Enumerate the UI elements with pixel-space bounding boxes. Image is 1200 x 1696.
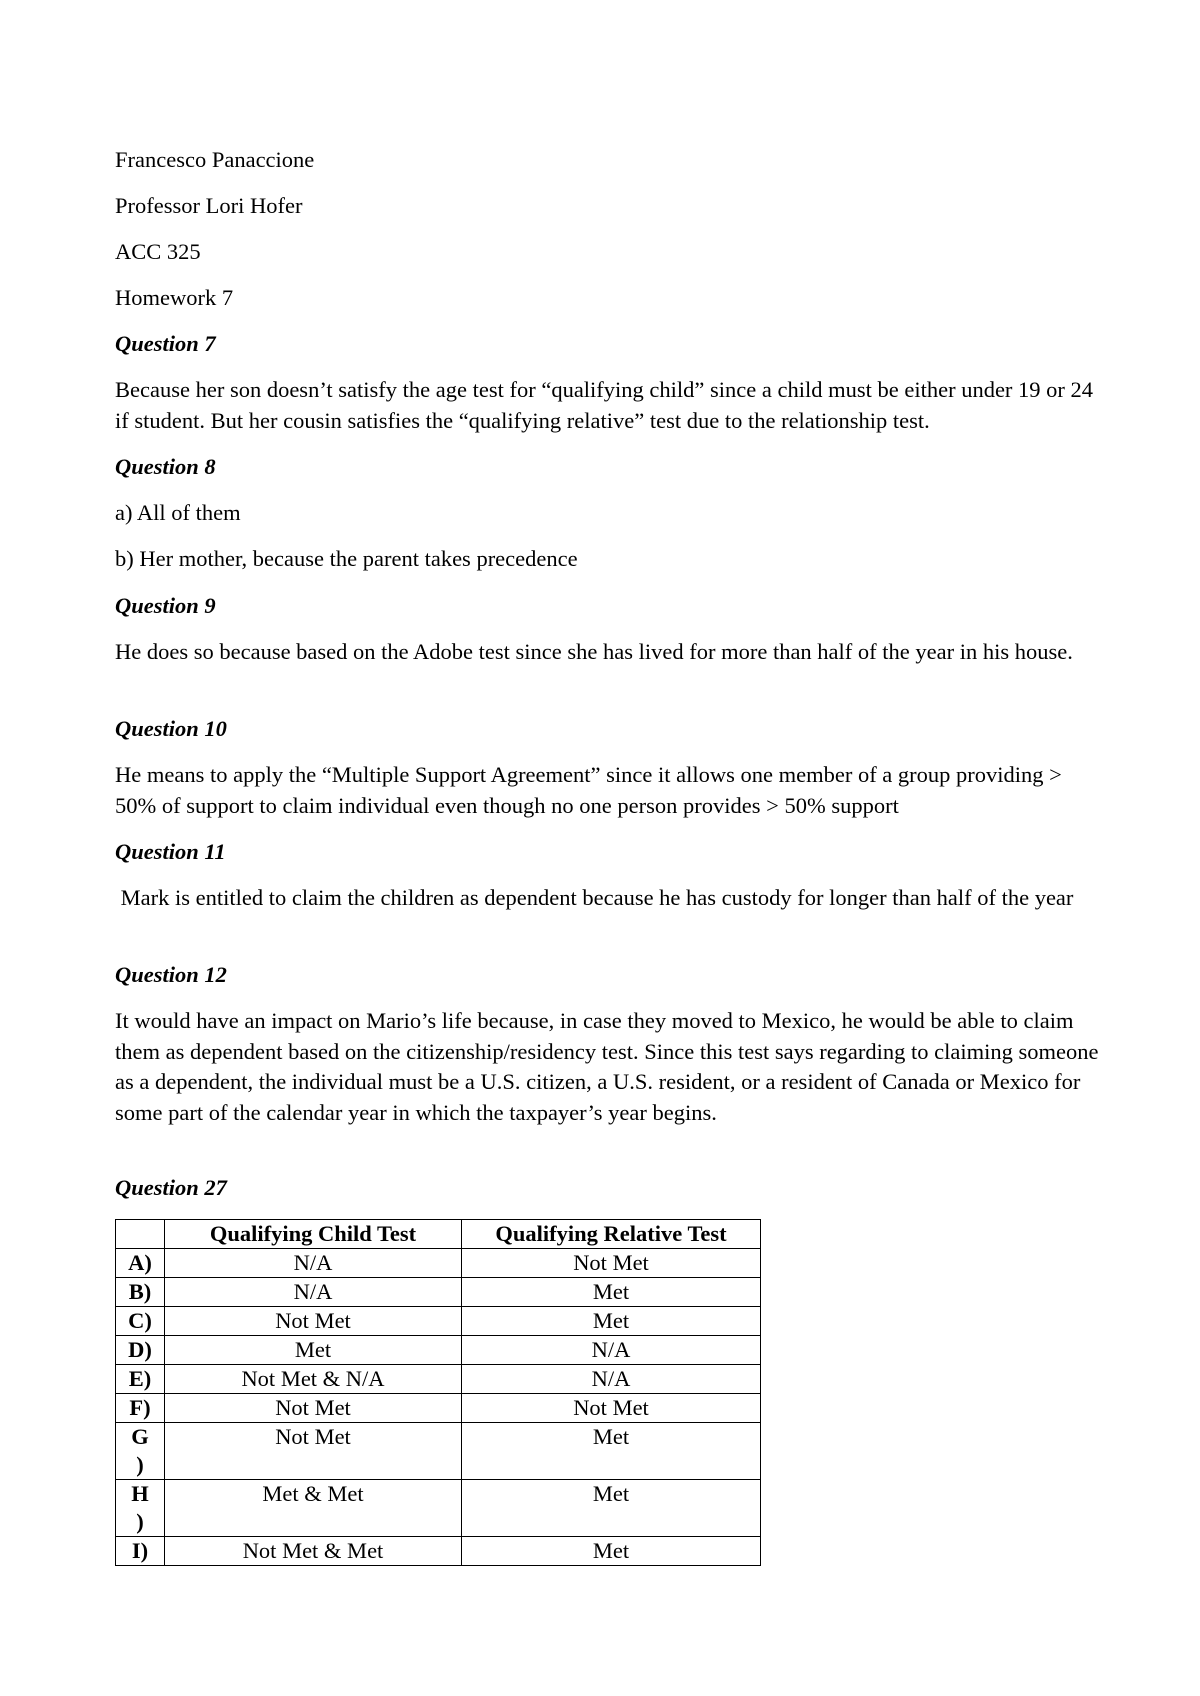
row-label: B)	[116, 1278, 165, 1307]
qualifying-relative-cell: Met	[462, 1423, 761, 1480]
row-label: A)	[116, 1249, 165, 1278]
table-corner-cell	[116, 1220, 165, 1249]
qualifying-child-cell: Met	[165, 1336, 462, 1365]
row-label: H )	[116, 1480, 165, 1537]
row-label: C)	[116, 1307, 165, 1336]
table-row	[116, 1423, 761, 1480]
question-11-heading: Question 11	[115, 839, 226, 864]
qualifying-relative-cell: N/A	[462, 1365, 761, 1394]
question-8-answer-b: b) Her mother, because the parent takes precedence	[115, 546, 578, 571]
qualifying-child-cell: Not Met	[165, 1423, 462, 1480]
qualifying-child-cell: N/A	[165, 1278, 462, 1307]
question-10-heading: Question 10	[115, 716, 227, 741]
question-8-heading: Question 8	[115, 454, 216, 479]
question-7-answer: Because her son doesn’t satisfy the age test for “qualifying child” since a child must be either under 19 or 24 if student. But her cousin satisfies the “qualifying relative” test due to the relationship test.	[115, 377, 1094, 433]
table-row	[116, 1480, 761, 1537]
qualifying-child-cell: Met & Met	[165, 1480, 462, 1537]
question-27-heading: Question 27	[115, 1175, 227, 1200]
row-label: D)	[116, 1336, 165, 1365]
table-row	[116, 1278, 761, 1307]
qualifying-child-cell: Not Met	[165, 1394, 462, 1423]
column-header-qualifying-relative: Qualifying Relative Test	[462, 1220, 761, 1249]
row-label: I)	[116, 1537, 165, 1566]
assignment-title: Homework 7	[115, 285, 234, 310]
qualifying-relative-cell: Met	[462, 1537, 761, 1566]
qualifying-child-cell: N/A	[165, 1249, 462, 1278]
question-27-table	[115, 1219, 761, 1566]
table-row	[116, 1394, 761, 1423]
qualifying-relative-cell: Not Met	[462, 1394, 761, 1423]
column-header-qualifying-child: Qualifying Child Test	[165, 1220, 462, 1249]
question-12-answer: It would have an impact on Mario’s life because, in case they moved to Mexico, he would be able to claim them as dependent based on the citizenship/residency test. Since this test says regarding to claiming someone as a dependent, the individual must be a U.S. citizen, a U.S. resident, or a resident of Canada or Mexico for some part of the calendar year in which the taxpayer’s year begins.	[115, 1008, 1099, 1125]
qualifying-relative-cell: N/A	[462, 1336, 761, 1365]
question-11-answer: Mark is entitled to claim the children as dependent because he has custody for longer than half of the year	[115, 885, 1074, 910]
table-row	[116, 1365, 761, 1394]
table-row	[116, 1537, 761, 1566]
course-code: ACC 325	[115, 239, 201, 264]
table-header-row	[116, 1220, 761, 1249]
question-12-heading: Question 12	[115, 962, 227, 987]
student-name: Francesco Panaccione	[115, 147, 315, 172]
table-row	[116, 1307, 761, 1336]
qualifying-relative-cell: Met	[462, 1278, 761, 1307]
qualifying-child-cell: Not Met	[165, 1307, 462, 1336]
qualifying-child-cell: Not Met & Met	[165, 1537, 462, 1566]
question-8-answer-a: a) All of them	[115, 500, 241, 525]
qualifying-relative-cell: Met	[462, 1480, 761, 1537]
qualifying-relative-cell: Not Met	[462, 1249, 761, 1278]
question-10-answer: He means to apply the “Multiple Support Agreement” since it allows one member of a group providing > 50% of support to claim individual even though no one person provides > 50% support	[115, 762, 1062, 818]
table-row	[116, 1249, 761, 1278]
row-label: E)	[116, 1365, 165, 1394]
table-row	[116, 1336, 761, 1365]
professor-name: Professor Lori Hofer	[115, 193, 303, 218]
row-label: G )	[116, 1423, 165, 1480]
row-label: F)	[116, 1394, 165, 1423]
qualifying-child-cell: Not Met & N/A	[165, 1365, 462, 1394]
qualifying-relative-cell: Met	[462, 1307, 761, 1336]
question-9-heading: Question 9	[115, 593, 216, 618]
question-9-answer: He does so because based on the Adobe test since she has lived for more than half of the year in his house.	[115, 639, 1073, 664]
question-7-heading: Question 7	[115, 331, 216, 356]
